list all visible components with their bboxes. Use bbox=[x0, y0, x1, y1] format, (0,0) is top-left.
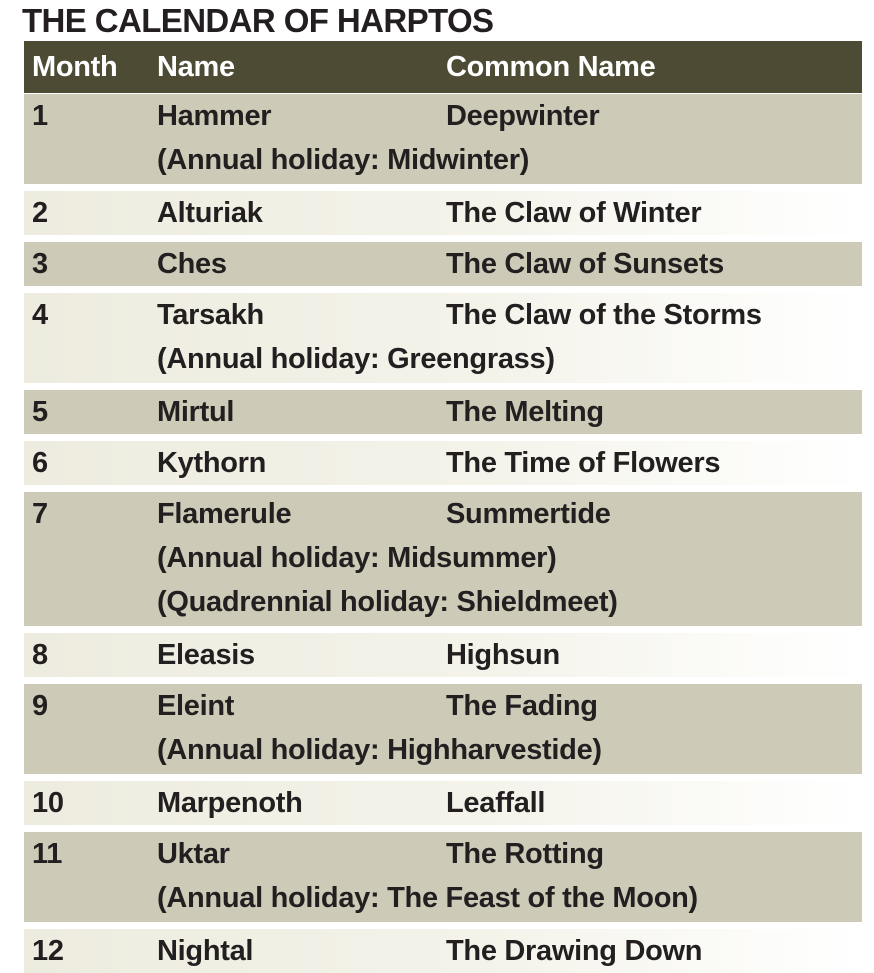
month-name: Alturiak bbox=[157, 197, 263, 229]
month-common-name: The Claw of Sunsets bbox=[446, 248, 724, 280]
table-row bbox=[24, 492, 862, 626]
month-common-name: The Claw of the Storms bbox=[446, 299, 762, 331]
month-name: Ches bbox=[157, 248, 227, 280]
holiday-note: (Annual holiday: Highharvestide) bbox=[157, 734, 602, 766]
header-month: Month bbox=[32, 51, 118, 83]
month-number: 11 bbox=[32, 838, 63, 870]
month-common-name: Highsun bbox=[446, 639, 560, 671]
month-common-name: The Fading bbox=[446, 690, 598, 722]
month-number: 8 bbox=[32, 639, 48, 671]
table-header bbox=[24, 41, 862, 93]
month-common-name: Leaffall bbox=[446, 787, 546, 819]
header-name: Name bbox=[157, 51, 235, 83]
table-row bbox=[24, 832, 862, 922]
holiday-note: (Annual holiday: Midsummer) bbox=[157, 542, 557, 574]
month-name: Eleint bbox=[157, 690, 235, 722]
month-common-name: Deepwinter bbox=[446, 100, 600, 132]
table-row bbox=[24, 929, 862, 973]
table-row bbox=[24, 684, 862, 774]
month-common-name: Summertide bbox=[446, 498, 611, 530]
month-number: 4 bbox=[32, 299, 48, 331]
month-common-name: The Melting bbox=[446, 396, 604, 428]
holiday-note: (Quadrennial holiday: Shieldmeet) bbox=[157, 586, 618, 618]
holiday-note: (Annual holiday: Greengrass) bbox=[157, 343, 555, 375]
month-name: Kythorn bbox=[157, 447, 267, 479]
holiday-note: (Annual holiday: Midwinter) bbox=[157, 144, 530, 176]
month-name: Eleasis bbox=[157, 639, 255, 671]
month-number: 5 bbox=[32, 396, 48, 428]
month-number: 6 bbox=[32, 447, 48, 479]
table-row bbox=[24, 633, 862, 677]
header-common-name: Common Name bbox=[446, 51, 656, 83]
table-row bbox=[24, 781, 862, 825]
month-common-name: The Claw of Winter bbox=[446, 197, 702, 229]
month-name: Flamerule bbox=[157, 498, 292, 530]
month-number: 1 bbox=[32, 100, 48, 132]
month-number: 7 bbox=[32, 498, 48, 530]
month-common-name: The Drawing Down bbox=[446, 935, 703, 967]
month-common-name: The Time of Flowers bbox=[446, 447, 721, 479]
month-name: Uktar bbox=[157, 838, 230, 870]
month-number: 2 bbox=[32, 197, 48, 229]
table-row bbox=[24, 94, 862, 184]
month-number: 12 bbox=[32, 935, 64, 967]
month-name: Mirtul bbox=[157, 396, 235, 428]
month-common-name: The Rotting bbox=[446, 838, 604, 870]
month-name: Nightal bbox=[157, 935, 254, 967]
table-row bbox=[24, 242, 862, 286]
month-name: Hammer bbox=[157, 100, 272, 132]
month-name: Tarsakh bbox=[157, 299, 264, 331]
table-row bbox=[24, 441, 862, 485]
month-number: 10 bbox=[32, 787, 64, 819]
month-name: Marpenoth bbox=[157, 787, 303, 819]
page-title: THE CALENDAR OF HARPTOS bbox=[22, 2, 494, 39]
table-row bbox=[24, 390, 862, 434]
table-row bbox=[24, 191, 862, 235]
holiday-note: (Annual holiday: The Feast of the Moon) bbox=[157, 882, 698, 914]
table-row bbox=[24, 293, 862, 383]
month-number: 9 bbox=[32, 690, 48, 722]
month-number: 3 bbox=[32, 248, 48, 280]
